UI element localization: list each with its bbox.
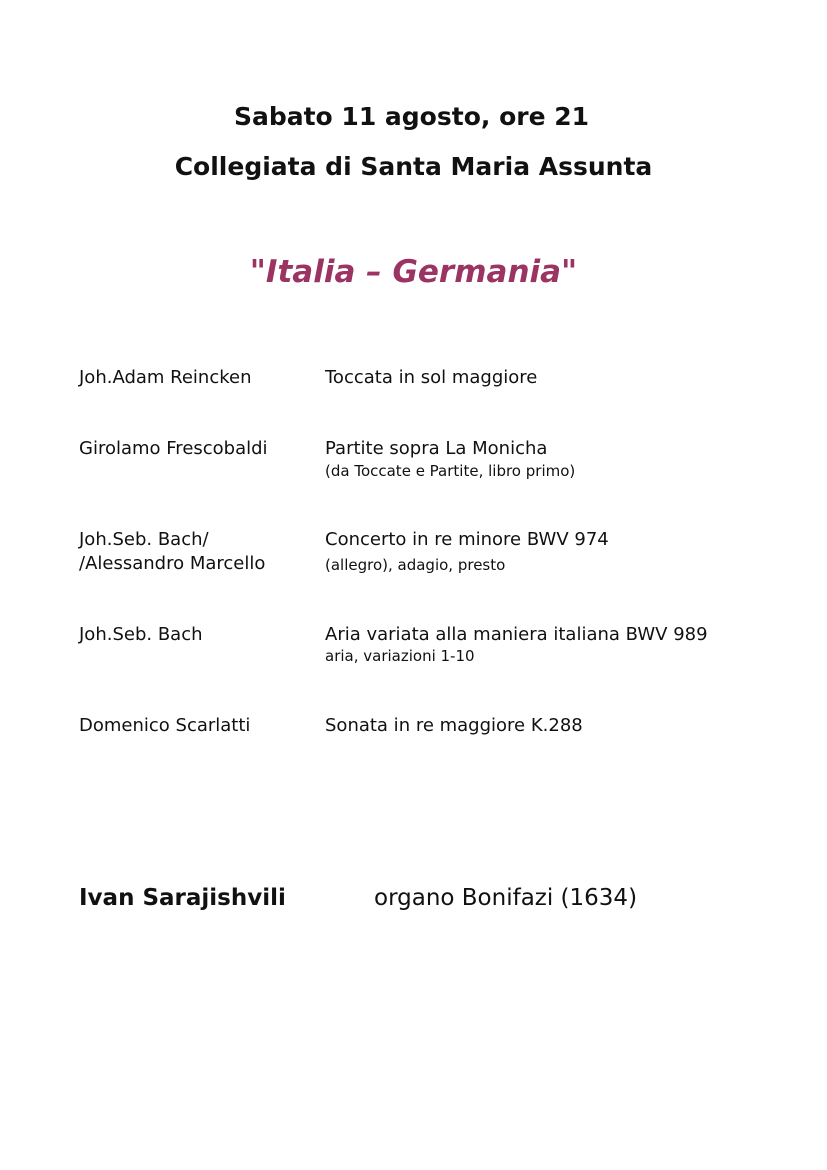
composer-name: Joh.Adam Reincken: [79, 367, 252, 388]
composer-name: Girolamo Frescobaldi: [79, 438, 268, 459]
work-detail: aria, variazioni 1-10: [325, 647, 475, 665]
work-title: Partite sopra La Monicha: [325, 438, 548, 459]
composer-name: Joh.Seb. Bach: [79, 624, 203, 645]
performer-name: Ivan Sarajishvili: [79, 885, 286, 911]
performer-instrument: organo Bonifazi (1634): [374, 885, 638, 911]
work-title: Concerto in re minore BWV 974: [325, 529, 609, 550]
composer-name-second-line: /Alessandro Marcello: [79, 553, 266, 574]
concert-title: "Italia – Germania": [249, 254, 578, 290]
work-detail: (allegro), adagio, presto: [325, 556, 506, 574]
work-detail: (da Toccate e Partite, libro primo): [325, 462, 576, 480]
work-title: Aria variata alla maniera italiana BWV 989: [325, 624, 708, 645]
composer-name: Domenico Scarlatti: [79, 715, 251, 736]
event-date-time: Sabato 11 agosto, ore 21: [233, 102, 590, 131]
event-venue: Collegiata di Santa Maria Assunta: [174, 152, 653, 181]
work-title: Sonata in re maggiore K.288: [325, 715, 583, 736]
composer-name: Joh.Seb. Bach/: [79, 529, 209, 550]
work-title: Toccata in sol maggiore: [325, 367, 538, 388]
